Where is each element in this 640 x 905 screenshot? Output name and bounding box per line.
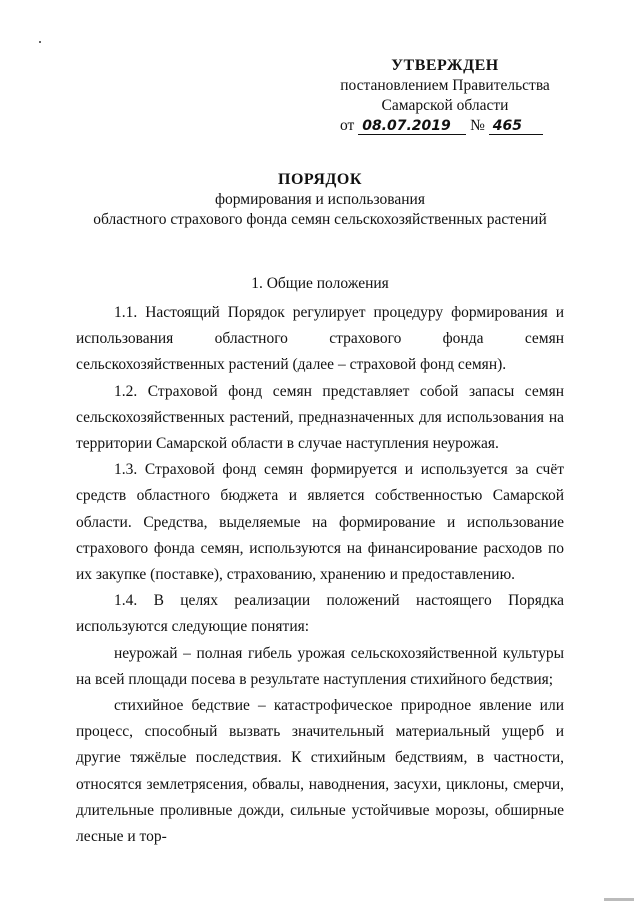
approval-line-2: Самарской области: [381, 97, 509, 114]
document-subtitle-1: формирования и использования: [215, 191, 425, 208]
handwritten-date: 08.07.2019: [358, 118, 466, 135]
paragraph-1-4: 1.4. В целях реализации положений настоящего Порядка используются следующие понятия:: [76, 592, 564, 636]
approval-line-1: постановлением Правительства: [340, 77, 550, 94]
approval-title: УТВЕРЖДЕН: [391, 57, 499, 74]
paragraph-1-2: 1.2. Страховой фонд семян представляет собой запасы семян сельскохозяйственных растений, предназначенных для использования на территории Самарской области в случае наступления неурожая.: [76, 382, 564, 453]
approval-date-line: [330, 116, 560, 136]
document-body: [76, 300, 564, 850]
date-prefix: от: [340, 117, 355, 134]
paragraph-1-3: 1.3. Страховой фонд семян формируется и используется за счёт средств областного бюджета и является собственностью Самарской области. Средства, выделяемые на формирование и использование страхового фонда семян, используются на финансирование расходов по их закупке (поставке), страхованию, хранению и предоставлению.: [76, 461, 564, 584]
document-heading: [60, 170, 580, 230]
handwritten-number: 465: [489, 118, 543, 135]
document-title: ПОРЯДОК: [278, 171, 362, 188]
scan-speck: [39, 41, 41, 43]
approval-stamp: [330, 56, 560, 136]
scan-artifact: [604, 898, 634, 901]
document-subtitle-2: областного страхового фонда семян сельскохозяйственных растений: [93, 211, 547, 228]
definition-crop-failure: неурожай – полная гибель урожая сельскохозяйственной культуры на всей площади посева в результате наступления стихийного бедствия;: [76, 644, 564, 688]
number-prefix: №: [470, 117, 485, 134]
paragraph-1-1: 1.1. Настоящий Порядок регулирует процедуру формирования и использования областного страхового фонда семян сельскохозяйственных растений (далее – страховой фонд семян).: [76, 304, 564, 374]
section-heading: 1. Общие положения: [251, 275, 389, 292]
definition-natural-disaster: стихийное бедствие – катастрофическое природное явление или процесс, способный вызвать значительный материальный ущерб и другие тяжёлые последствия. К стихийным бедствиям, в частности, относятся землетрясения, обвалы, наводнения, засухи, циклоны, смерчи, длительные проливные дожди, сильные устойчивые морозы, обширные лесные и тор-: [76, 697, 564, 846]
